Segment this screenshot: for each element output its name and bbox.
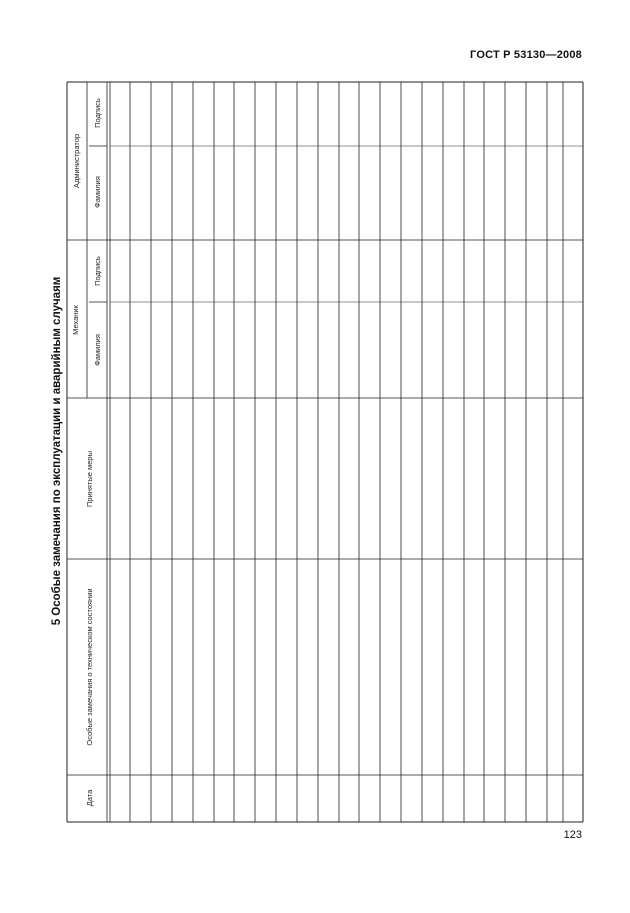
column-header-administrator-signature: Подпись bbox=[93, 98, 102, 128]
table-grid bbox=[67, 82, 583, 822]
section-title: 5 Особые замечания по эксплуатации и аварийным случаям bbox=[51, 276, 63, 626]
column-header-mechanic: Механик bbox=[71, 305, 80, 335]
column-header-date: Дата bbox=[85, 789, 94, 807]
standard-number: ГОСТ Р 53130—2008 bbox=[470, 49, 582, 61]
page-number: 123 bbox=[563, 829, 582, 841]
column-header-administrator-surname: Фамилия bbox=[93, 176, 102, 208]
column-header-mechanic-surname: Фамилия bbox=[93, 334, 102, 366]
column-header-remarks: Особые замечания о техническом состоянии bbox=[85, 588, 94, 746]
column-header-measures: Принятые меры bbox=[85, 451, 94, 507]
column-header-mechanic-signature: Подпись bbox=[93, 256, 102, 286]
column-header-administrator: Администратор bbox=[72, 133, 81, 189]
